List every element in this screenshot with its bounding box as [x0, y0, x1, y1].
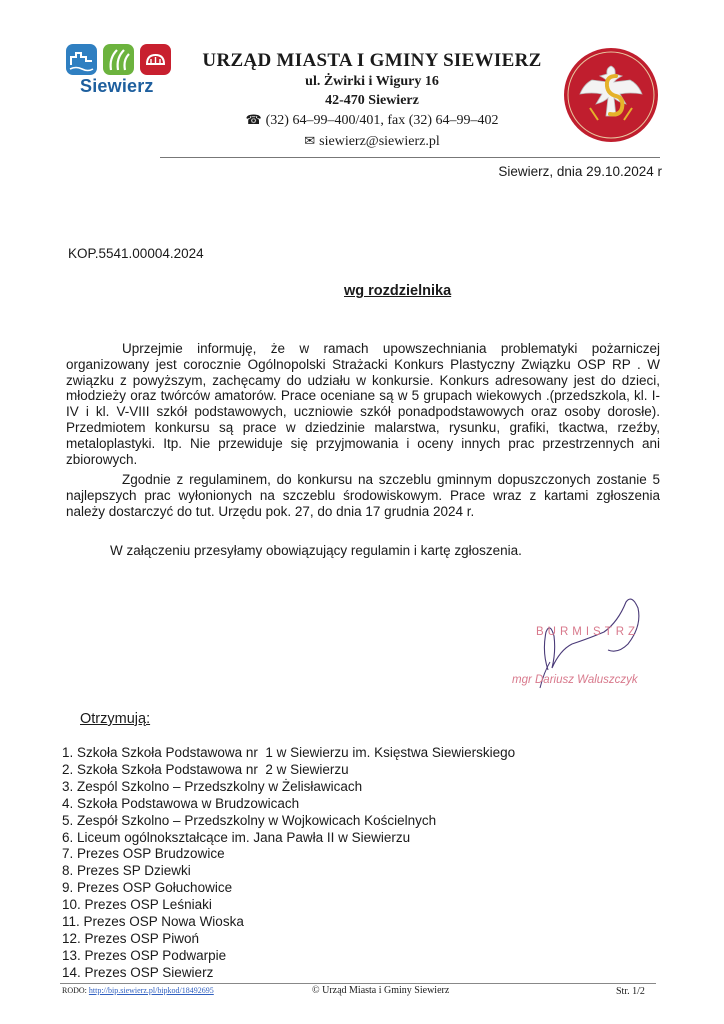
org-street: ul. Żwirki i Wigury 16 [305, 74, 439, 89]
list-item: 5. Zespół Szkolno – Przedszkolny w Wojkowicach Kościelnych [62, 812, 437, 828]
list-item: 9. Prezes OSP Gołuchowice [62, 880, 233, 896]
rodo-label: RODO: [62, 986, 87, 995]
list-item: 3. Zespól Szkolno – Przedszkolny w Żelisławicach [62, 778, 363, 794]
addressee: wg rozdzielnika [344, 283, 452, 299]
list-item: 13. Prezes OSP Podwarpie [62, 947, 227, 963]
municipality-logo [66, 44, 172, 100]
list-item: 2. Szkoła Szkoła Podstawowa nr 2 w Siewierzu [62, 761, 349, 777]
list-item: 12. Prezes OSP Piwoń [62, 930, 200, 946]
reference-number: KOP.5541.00004.2024 [68, 246, 204, 261]
signature-title: BURMISTRZ [536, 626, 640, 638]
logo-tile-red-icon [140, 44, 171, 75]
rodo-link[interactable]: http://bip.siewierz.pl/bipkod/18492695 [88, 986, 214, 995]
body-paragraph-3: W załączeniu przesyłamy obowiązujący regulamin i kartę zgłoszenia. [110, 543, 522, 558]
date-line: Siewierz, dnia 29.10.2024 r [498, 164, 662, 179]
body-paragraph-1: Uprzejmie informuję, że w ramach upowszechniania problematyki pożarniczej organizowany jest corocznie Ogólnopolski Strażacki Konkurs Plastyczny Związku OSP RP . W związku z powyższym, zachęcamy do udziału w konkursie. Konkurs adresowany jest do dzieci, młodzieży oraz twórców amatorów. Prace oceniane są w 5 grupach wiekowych .(przedszkola, kl. I-IV i kl. V-VIII szkół podstawowych, uczniowie szkół ponadpodstawowych oraz osoby dorosłe). Przedmiotem konkursu są prace w dziedzinie malarstwa, rysunku, grafiki, tkactwa, rzeźby, metaloplastyki. Itp. Nie przewiduje się przyjmowania i oceny innych prac przestrzennych ani zbiorowych. [66, 341, 660, 467]
footer-rodo [62, 986, 214, 995]
list-item: 4. Szkoła Podstawowa w Brudzowicach [62, 795, 300, 811]
coat-of-arms-icon [562, 46, 660, 144]
logo-wordmark: Siewierz [80, 76, 154, 96]
letterhead [194, 50, 550, 152]
list-item: 1. Szkoła Szkoła Podstawowa nr 1 w Siewierzu im. Księstwa Siewierskiego [62, 745, 516, 760]
list-item: 11. Prezes OSP Nowa Wioska [62, 914, 244, 930]
header-divider [160, 157, 660, 158]
list-item: 6. Liceum ogólnokształcące im. Jana Pawła II w Siewierzu [62, 829, 411, 845]
recipients-heading: Otrzymują: [80, 711, 151, 727]
list-item: 8. Prezes SP Dziewki [62, 863, 191, 879]
footer-copyright: © Urząd Miasta i Gminy Siewierz [312, 985, 450, 996]
logo-tile-blue-icon [66, 44, 97, 75]
body-paragraph-2: Zgodnie z regulaminem, do konkursu na szczeblu gminnym dopuszczonych zostanie 5 najlepszych prac wyłonionych na szczeblu środowiskowym. Prace wraz z kartami zgłoszenia należy dostarczyć do tut. Urzędu pok. 27, do dnia 17 grudnia 2024 r. [66, 472, 660, 519]
org-name: URZĄD MIASTA I GMINY SIEWIERZ [202, 50, 542, 71]
org-phone-line [194, 110, 550, 131]
list-item: 10. Prezes OSP Leśniaki [62, 897, 212, 913]
envelope-icon: ✉ [304, 133, 316, 148]
signature-block [500, 592, 668, 702]
signatory-name: mgr Dariusz Waluszczyk [512, 674, 638, 686]
org-email[interactable]: siewierz@siewierz.pl [319, 134, 440, 149]
org-email-line [194, 131, 550, 152]
org-phone: (32) 64–99–400/401, fax (32) 64–99–402 [265, 113, 499, 128]
org-city: 42-470 Siewierz [325, 93, 419, 108]
logo-tile-green-icon [103, 44, 134, 75]
recipients-list [62, 745, 515, 982]
list-item: 7. Prezes OSP Brudzowice [62, 846, 225, 862]
footer-divider [60, 983, 656, 984]
list-item: 14. Prezes OSP Siewierz [62, 964, 214, 980]
page-number: Str. 1/2 [616, 986, 645, 997]
telephone-icon: ☎ [245, 112, 262, 127]
